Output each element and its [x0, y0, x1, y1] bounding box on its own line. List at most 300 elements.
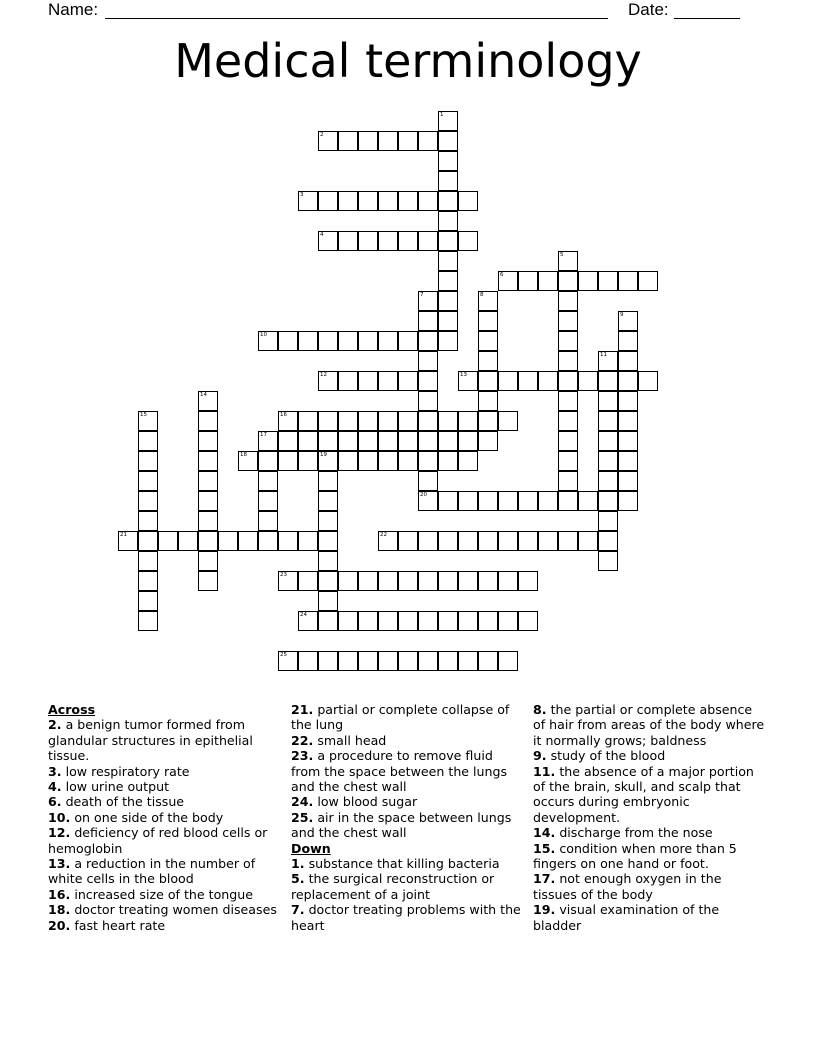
clue-item — [48, 887, 280, 902]
grid-cell[interactable] — [378, 411, 398, 431]
grid-cell[interactable] — [258, 431, 278, 451]
grid-cell[interactable] — [378, 611, 398, 631]
grid-cell[interactable] — [318, 411, 338, 431]
grid-cell[interactable] — [318, 531, 338, 551]
grid-cell[interactable] — [198, 511, 218, 531]
grid-cell[interactable] — [318, 591, 338, 611]
grid-cell[interactable] — [418, 231, 438, 251]
grid-cell[interactable] — [458, 531, 478, 551]
grid-cell[interactable] — [198, 471, 218, 491]
clue-item-text: fast heart rate — [70, 917, 166, 933]
grid-cell[interactable] — [378, 231, 398, 251]
grid-cell[interactable] — [478, 371, 498, 391]
grid-cell[interactable] — [378, 571, 398, 591]
grid-cell[interactable] — [318, 231, 338, 251]
grid-cell[interactable] — [258, 471, 278, 491]
clue-item-text: not enough oxygen in the tissues of the body — [533, 871, 722, 902]
grid-cell[interactable] — [378, 371, 398, 391]
grid-cell[interactable] — [138, 431, 158, 451]
grid-cell[interactable] — [378, 651, 398, 671]
grid-cell[interactable] — [438, 611, 458, 631]
clue-item — [291, 794, 523, 809]
grid-cell[interactable] — [258, 511, 278, 531]
grid-cell[interactable] — [558, 471, 578, 491]
grid-cell[interactable] — [418, 491, 438, 511]
grid-cell[interactable] — [418, 391, 438, 411]
clue-item — [291, 902, 523, 933]
clue-item-number: 22. — [291, 732, 314, 748]
grid-cell[interactable] — [618, 311, 638, 331]
clue-number: 9 — [620, 312, 624, 318]
grid-cell[interactable] — [318, 571, 338, 591]
grid-cell[interactable] — [338, 451, 358, 471]
grid-cell[interactable] — [358, 131, 378, 151]
grid-cell[interactable] — [198, 391, 218, 411]
clue-number: 18 — [240, 452, 247, 458]
grid-cell[interactable] — [198, 451, 218, 471]
clue-number: 21 — [120, 532, 127, 538]
grid-cell[interactable] — [598, 491, 618, 511]
clue-item — [533, 764, 765, 826]
grid-cell[interactable] — [498, 411, 518, 431]
grid-cell[interactable] — [618, 451, 638, 471]
grid-cell[interactable] — [438, 171, 458, 191]
grid-cell[interactable] — [138, 511, 158, 531]
grid-cell[interactable] — [318, 371, 338, 391]
clue-number: 4 — [320, 232, 324, 238]
grid-cell[interactable] — [478, 611, 498, 631]
grid-cell[interactable] — [338, 571, 358, 591]
grid-cell[interactable] — [458, 491, 478, 511]
grid-cell[interactable] — [278, 431, 298, 451]
grid-cell[interactable] — [438, 251, 458, 271]
grid-cell[interactable] — [438, 651, 458, 671]
grid-cell[interactable] — [418, 351, 438, 371]
grid-cell[interactable] — [578, 271, 598, 291]
grid-cell[interactable] — [618, 331, 638, 351]
grid-cell[interactable] — [398, 611, 418, 631]
clue-item-number: 23. — [291, 748, 314, 764]
grid-cell[interactable] — [318, 491, 338, 511]
grid-cell[interactable] — [458, 431, 478, 451]
grid-cell[interactable] — [558, 371, 578, 391]
clue-item-text: doctor treating women diseases — [70, 902, 277, 918]
clue-item-text: air in the space between lungs and the chest wall — [291, 809, 512, 841]
grid-cell[interactable] — [138, 451, 158, 471]
grid-cell[interactable] — [478, 351, 498, 371]
grid-cell[interactable] — [398, 331, 418, 351]
grid-cell[interactable] — [438, 271, 458, 291]
grid-cell[interactable] — [598, 511, 618, 531]
grid-cell[interactable] — [438, 491, 458, 511]
clue-item-text: low urine output — [61, 779, 170, 795]
grid-cell[interactable] — [518, 611, 538, 631]
grid-cell[interactable] — [578, 531, 598, 551]
grid-cell[interactable] — [438, 111, 458, 131]
clue-number: 22 — [380, 532, 387, 538]
grid-cell[interactable] — [438, 131, 458, 151]
grid-cell[interactable] — [478, 391, 498, 411]
grid-cell[interactable] — [298, 611, 318, 631]
grid-cell[interactable] — [378, 431, 398, 451]
grid-cell[interactable] — [558, 251, 578, 271]
grid-cell[interactable] — [478, 651, 498, 671]
grid-cell[interactable] — [318, 191, 338, 211]
grid-cell[interactable] — [398, 531, 418, 551]
grid-cell[interactable] — [598, 371, 618, 391]
clue-item — [48, 794, 280, 809]
grid-cell[interactable] — [318, 511, 338, 531]
grid-cell[interactable] — [438, 411, 458, 431]
grid-cell[interactable] — [438, 531, 458, 551]
grid-cell[interactable] — [298, 411, 318, 431]
grid-cell[interactable] — [478, 491, 498, 511]
grid-cell[interactable] — [598, 391, 618, 411]
clues-column-1 — [48, 702, 280, 933]
grid-cell[interactable] — [518, 371, 538, 391]
grid-cell[interactable] — [618, 271, 638, 291]
name-label: Name: — [48, 0, 99, 19]
grid-cell[interactable] — [138, 411, 158, 431]
clue-item-text: small head — [313, 732, 387, 748]
clue-item-number: 16. — [48, 886, 71, 902]
grid-cell[interactable] — [238, 531, 258, 551]
grid-cell[interactable] — [318, 331, 338, 351]
grid-cell[interactable] — [278, 451, 298, 471]
grid-cell[interactable] — [378, 451, 398, 471]
grid-cell[interactable] — [438, 431, 458, 451]
clue-number: 15 — [140, 412, 147, 418]
grid-cell[interactable] — [418, 291, 438, 311]
grid-cell[interactable] — [558, 491, 578, 511]
grid-cell[interactable] — [358, 651, 378, 671]
clue-number: 13 — [460, 372, 467, 378]
grid-cell[interactable] — [338, 611, 358, 631]
grid-cell[interactable] — [438, 151, 458, 171]
grid-cell[interactable] — [398, 571, 418, 591]
grid-cell[interactable] — [478, 331, 498, 351]
grid-cell[interactable] — [258, 331, 278, 351]
grid-cell[interactable] — [418, 431, 438, 451]
grid-cell[interactable] — [458, 231, 478, 251]
grid-cell[interactable] — [338, 651, 358, 671]
grid-cell[interactable] — [278, 331, 298, 351]
grid-cell[interactable] — [518, 491, 538, 511]
grid-cell[interactable] — [138, 531, 158, 551]
grid-cell[interactable] — [458, 371, 478, 391]
grid-cell[interactable] — [438, 311, 458, 331]
grid-cell[interactable] — [558, 271, 578, 291]
grid-cell[interactable] — [138, 591, 158, 611]
grid-cell[interactable] — [418, 571, 438, 591]
grid-cell[interactable] — [398, 451, 418, 471]
clue-item — [533, 841, 765, 872]
clue-number: 16 — [280, 412, 287, 418]
grid-cell[interactable] — [538, 371, 558, 391]
grid-cell[interactable] — [498, 531, 518, 551]
grid-cell[interactable] — [338, 231, 358, 251]
grid-cell[interactable] — [498, 611, 518, 631]
grid-cell[interactable] — [438, 291, 458, 311]
clue-item-text: death of the tissue — [61, 794, 185, 810]
grid-cell[interactable] — [178, 531, 198, 551]
grid-cell[interactable] — [378, 191, 398, 211]
grid-cell[interactable] — [338, 431, 358, 451]
grid-cell[interactable] — [438, 571, 458, 591]
clue-item-number: 1. — [291, 856, 305, 872]
grid-cell[interactable] — [298, 571, 318, 591]
clue-number: 7 — [420, 292, 424, 298]
grid-cell[interactable] — [418, 191, 438, 211]
clue-item — [533, 871, 765, 902]
grid-cell[interactable] — [358, 451, 378, 471]
grid-cell[interactable] — [318, 551, 338, 571]
grid-cell[interactable] — [418, 311, 438, 331]
clue-item — [291, 702, 523, 733]
clue-item-text: partial or complete collapse of the lung — [291, 702, 510, 733]
grid-cell[interactable] — [318, 131, 338, 151]
grid-cell[interactable] — [498, 271, 518, 291]
grid-cell[interactable] — [358, 231, 378, 251]
page-title: Medical terminology — [174, 34, 642, 88]
grid-cell[interactable] — [338, 331, 358, 351]
grid-cell[interactable] — [558, 291, 578, 311]
grid-cell[interactable] — [418, 371, 438, 391]
grid-cell[interactable] — [278, 651, 298, 671]
grid-cell[interactable] — [358, 571, 378, 591]
grid-cell[interactable] — [478, 431, 498, 451]
grid-cell[interactable] — [578, 491, 598, 511]
clue-number: 12 — [320, 372, 327, 378]
clue-item-text: low respiratory rate — [61, 763, 190, 779]
clue-item — [48, 810, 280, 825]
clue-item-text: the partial or complete absence of hair from areas of the body where it normally grows; baldness — [533, 702, 765, 748]
grid-cell[interactable] — [478, 311, 498, 331]
grid-cell[interactable] — [458, 611, 478, 631]
grid-cell[interactable] — [398, 191, 418, 211]
grid-cell[interactable] — [598, 411, 618, 431]
grid-cell[interactable] — [478, 531, 498, 551]
grid-cell[interactable] — [198, 551, 218, 571]
grid-cell[interactable] — [418, 531, 438, 551]
grid-cell[interactable] — [318, 431, 338, 451]
grid-cell[interactable] — [418, 651, 438, 671]
grid-cell[interactable] — [498, 651, 518, 671]
grid-cell[interactable] — [418, 131, 438, 151]
grid-cell[interactable] — [258, 531, 278, 551]
grid-cell[interactable] — [278, 531, 298, 551]
clue-number: 5 — [560, 252, 564, 258]
grid-cell[interactable] — [218, 531, 238, 551]
grid-cell[interactable] — [398, 371, 418, 391]
clue-item — [291, 733, 523, 748]
grid-cell[interactable] — [558, 351, 578, 371]
grid-cell[interactable] — [398, 231, 418, 251]
grid-cell[interactable] — [318, 651, 338, 671]
clue-item-number: 12. — [48, 825, 71, 841]
grid-cell[interactable] — [598, 451, 618, 471]
grid-cell[interactable] — [378, 131, 398, 151]
grid-cell[interactable] — [418, 471, 438, 491]
grid-cell[interactable] — [298, 531, 318, 551]
clue-item-number: 9. — [533, 748, 547, 764]
clue-item-number: 25. — [291, 809, 314, 825]
grid-cell[interactable] — [258, 491, 278, 511]
grid-cell[interactable] — [158, 531, 178, 551]
grid-cell[interactable] — [558, 451, 578, 471]
grid-cell[interactable] — [438, 191, 458, 211]
grid-cell[interactable] — [338, 411, 358, 431]
grid-cell[interactable] — [418, 451, 438, 471]
grid-cell[interactable] — [578, 371, 598, 391]
grid-cell[interactable] — [418, 411, 438, 431]
grid-cell[interactable] — [398, 431, 418, 451]
clue-item-number: 20. — [48, 917, 71, 933]
clue-number: 2 — [320, 132, 324, 138]
grid-cell[interactable] — [298, 431, 318, 451]
clue-item-text: study of the blood — [546, 748, 666, 764]
clue-item-number: 19. — [533, 902, 556, 918]
grid-cell[interactable] — [118, 531, 138, 551]
clue-item-text: on one side of the body — [70, 809, 224, 825]
grid-cell[interactable] — [558, 391, 578, 411]
grid-cell[interactable] — [398, 131, 418, 151]
grid-cell[interactable] — [358, 611, 378, 631]
grid-cell[interactable] — [278, 571, 298, 591]
grid-cell[interactable] — [398, 411, 418, 431]
grid-cell[interactable] — [358, 371, 378, 391]
grid-cell[interactable] — [558, 331, 578, 351]
grid-cell[interactable] — [478, 291, 498, 311]
grid-cell[interactable] — [618, 491, 638, 511]
grid-cell[interactable] — [418, 331, 438, 351]
grid-cell[interactable] — [338, 191, 358, 211]
grid-cell[interactable] — [598, 431, 618, 451]
clue-number: 3 — [300, 192, 304, 198]
grid-cell[interactable] — [138, 551, 158, 571]
clue-item-number: 21. — [291, 702, 314, 717]
grid-cell[interactable] — [198, 431, 218, 451]
grid-cell[interactable] — [418, 611, 438, 631]
grid-cell[interactable] — [238, 451, 258, 471]
grid-cell[interactable] — [358, 431, 378, 451]
grid-cell[interactable] — [198, 411, 218, 431]
grid-cell[interactable] — [478, 411, 498, 431]
grid-cell[interactable] — [498, 571, 518, 591]
clue-item-number: 17. — [533, 871, 556, 887]
grid-cell[interactable] — [518, 531, 538, 551]
grid-cell[interactable] — [318, 611, 338, 631]
grid-cell[interactable] — [458, 411, 478, 431]
grid-cell[interactable] — [318, 471, 338, 491]
grid-cell[interactable] — [198, 491, 218, 511]
down-heading: Down — [291, 840, 331, 856]
clue-item-text: low blood sugar — [313, 794, 418, 810]
grid-cell[interactable] — [618, 391, 638, 411]
grid-cell[interactable] — [618, 411, 638, 431]
grid-cell[interactable] — [198, 571, 218, 591]
grid-cell[interactable] — [138, 491, 158, 511]
grid-cell[interactable] — [198, 531, 218, 551]
grid-cell[interactable] — [558, 531, 578, 551]
clue-number: 10 — [260, 332, 267, 338]
grid-cell[interactable] — [518, 271, 538, 291]
clue-item-number: 5. — [291, 871, 305, 887]
grid-cell[interactable] — [318, 451, 338, 471]
grid-cell[interactable] — [138, 611, 158, 631]
grid-cell[interactable] — [398, 651, 418, 671]
grid-cell[interactable] — [638, 271, 658, 291]
grid-cell[interactable] — [478, 571, 498, 591]
grid-cell[interactable] — [598, 351, 618, 371]
clue-item-text: substance that killing bacteria — [304, 856, 500, 872]
grid-cell[interactable] — [358, 411, 378, 431]
grid-cell[interactable] — [138, 471, 158, 491]
clue-item — [48, 902, 280, 917]
grid-cell[interactable] — [558, 311, 578, 331]
grid-cell[interactable] — [438, 331, 458, 351]
grid-cell[interactable] — [538, 271, 558, 291]
grid-cell[interactable] — [438, 211, 458, 231]
grid-cell[interactable] — [598, 271, 618, 291]
grid-cell[interactable] — [538, 531, 558, 551]
grid-cell[interactable] — [298, 651, 318, 671]
grid-cell[interactable] — [458, 651, 478, 671]
grid-cell[interactable] — [558, 431, 578, 451]
grid-cell[interactable] — [618, 471, 638, 491]
grid-cell[interactable] — [618, 371, 638, 391]
grid-cell[interactable] — [138, 571, 158, 591]
clue-item — [291, 856, 523, 871]
grid-cell[interactable] — [498, 371, 518, 391]
grid-cell[interactable] — [378, 531, 398, 551]
grid-cell[interactable] — [298, 191, 318, 211]
grid-cell[interactable] — [538, 491, 558, 511]
grid-cell[interactable] — [458, 451, 478, 471]
grid-cell[interactable] — [278, 411, 298, 431]
clue-number: 1 — [440, 112, 444, 118]
clue-item-text: a procedure to remove fluid from the space between the lungs and the chest wall — [291, 748, 508, 795]
grid-cell[interactable] — [338, 131, 358, 151]
grid-cell[interactable] — [298, 451, 318, 471]
grid-cell[interactable] — [558, 411, 578, 431]
clue-item-number: 18. — [48, 902, 71, 918]
grid-cell[interactable] — [518, 571, 538, 591]
grid-cell[interactable] — [498, 491, 518, 511]
clue-item-number: 15. — [533, 840, 556, 856]
grid-cell[interactable] — [598, 471, 618, 491]
grid-cell[interactable] — [378, 331, 398, 351]
grid-cell[interactable] — [618, 351, 638, 371]
grid-cell[interactable] — [618, 431, 638, 451]
grid-cell[interactable] — [298, 331, 318, 351]
clue-item-number: 3. — [48, 763, 62, 779]
clue-number: 24 — [300, 612, 307, 618]
clue-item — [533, 702, 765, 748]
grid-cell[interactable] — [598, 531, 618, 551]
grid-cell[interactable] — [338, 371, 358, 391]
grid-cell[interactable] — [358, 191, 378, 211]
grid-cell[interactable] — [438, 231, 458, 251]
grid-cell[interactable] — [438, 451, 458, 471]
grid-cell[interactable] — [458, 191, 478, 211]
grid-cell[interactable] — [458, 571, 478, 591]
grid-cell[interactable] — [258, 451, 278, 471]
grid-cell[interactable] — [358, 331, 378, 351]
clue-item-text: deficiency of red blood cells or hemoglobin — [48, 825, 268, 856]
grid-cell[interactable] — [638, 371, 658, 391]
grid-cell[interactable] — [598, 551, 618, 571]
